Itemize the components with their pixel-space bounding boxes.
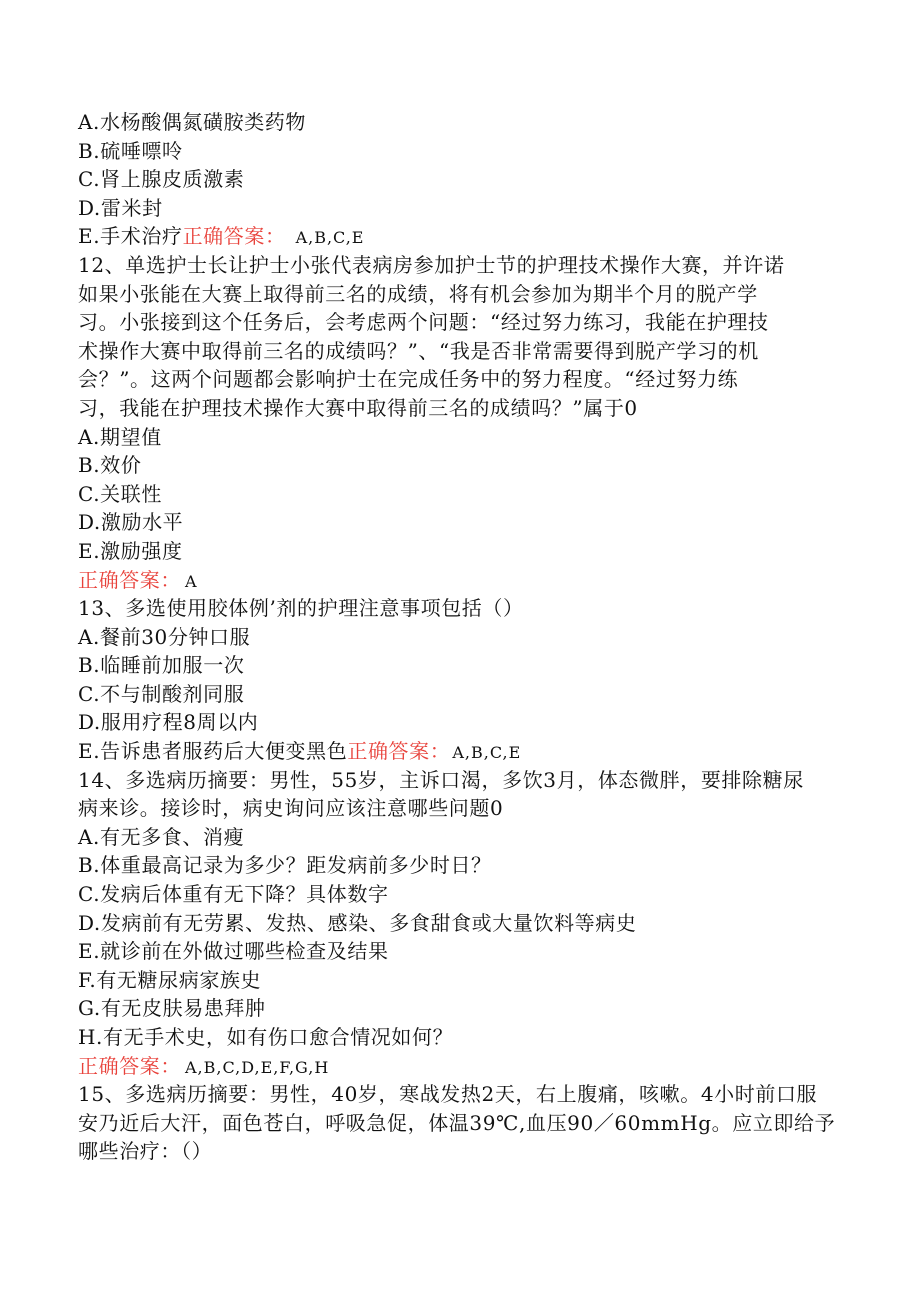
answer-label: 正确答案：: [78, 1053, 181, 1078]
answer-label: 正确答案：: [347, 739, 451, 764]
q13-option-a: A.餐前30分钟口服: [78, 624, 251, 649]
q13-stem: 13、多选使用胶体例’剂的护理注意事项包括（）: [78, 596, 524, 621]
q15-stem-line: 哪些治疗：（）: [78, 1139, 213, 1164]
q12-stem-line: 术操作大赛中取得前三名的成绩吗？”、“我是否非常需要得到脱产学习的机: [78, 338, 759, 363]
q12-option-b: B.效价: [78, 453, 142, 478]
q13-option-c: C.不与制酸剂同服: [78, 681, 245, 706]
q14-option-c: C.发病后体重有无下降？具体数字: [78, 882, 389, 907]
answer-value: A: [185, 571, 198, 591]
q14-option-a: A.有无多食、消瘦: [78, 824, 245, 849]
exam-page: [78, 108, 838, 1166]
q12-stem-line: 习，我能在护理技术操作大赛中取得前三名的成绩吗？”属于0: [78, 395, 638, 420]
answer-label: 正确答案：: [182, 224, 286, 249]
q13-option-b: B.临睡前加服一次: [78, 653, 245, 678]
answer-value: A,B,C,E: [452, 743, 522, 763]
q13-option-e-with-answer: [78, 737, 838, 766]
q12-option-a: A.期望值: [78, 424, 162, 449]
q15-stem-line: 安乃近后大汗，面色苍白，呼吸急促，体温39℃,血压90／60mmHg。应立即给予: [78, 1110, 836, 1135]
q12-option-c: C.关联性: [78, 481, 162, 506]
q14-option-e: E.就诊前在外做过哪些检查及结果: [78, 939, 389, 964]
q12-option-e: E.激励强度: [78, 538, 183, 563]
q14-option-f: F.有无糖尿病家族史: [78, 967, 262, 992]
answer-label: 正确答案：: [78, 567, 181, 592]
q14-stem-line: 14、多选病历摘要：男性，55岁，主诉口渴，多饮3月，体态微胖，要排除糖尿: [78, 767, 804, 792]
q11-option-e: E.手术治疗: [78, 224, 183, 249]
q15-stem-line: 15、多选病历摘要：男性，40岁，寒战发热2天，右上腹痛，咳嗽。4小时前口服: [78, 1082, 818, 1107]
q11-option-c: C.肾上腺皮质激素: [78, 167, 245, 192]
q11-option-a: A.水杨酸偶氮磺胺类药物: [78, 110, 307, 134]
q14-option-h: H.有无手术史，如有伤口愈合情况如何？: [78, 1025, 454, 1049]
q12-stem-line: 如果小张能在大赛上取得前三名的成绩，将有机会参加为期半个月的脱产学: [78, 281, 758, 306]
q11-option-d: D.雷米封: [78, 195, 163, 220]
answer-value: A,B,C,D,E,F,G,H: [185, 1057, 330, 1077]
q12-answer: [78, 566, 838, 595]
q14-option-b: B.体重最高记录为多少？距发病前多少时日？: [78, 853, 492, 878]
q13-option-e: E.告诉患者服药后大便变黑色: [78, 739, 348, 764]
q11-option-b: B.硫唾嘌呤: [78, 138, 183, 163]
q14-stem-line: 病来诊。接诊时，病史询问应该注意哪些问题0: [78, 796, 504, 821]
q14-option-d: D.发病前有无劳累、发热、感染、多食甜食或大量饮料等病史: [78, 910, 637, 935]
q12-stem-line: 12、单选护士长让护士小张代表病房参加护士节的护理技术操作大赛，并许诺: [78, 252, 785, 277]
q12-stem-line: 会？”。这两个问题都会影响护士在完成任务中的努力程度。“经过努力练: [78, 367, 739, 392]
q13-option-d: D.服用疗程8周以内: [78, 710, 259, 735]
answer-value: A,B,C,E: [295, 228, 365, 248]
q12-option-d: D.激励水平: [78, 510, 184, 535]
q14-answer: [78, 1052, 838, 1081]
q12-stem-line: 习。小张接到这个任务后，会考虑两个问题：“经过努力练习，我能在护理技: [78, 310, 769, 335]
q11-option-e-with-answer: [78, 222, 838, 251]
q14-option-g: G.有无皮肤易患拜肿: [78, 996, 266, 1021]
